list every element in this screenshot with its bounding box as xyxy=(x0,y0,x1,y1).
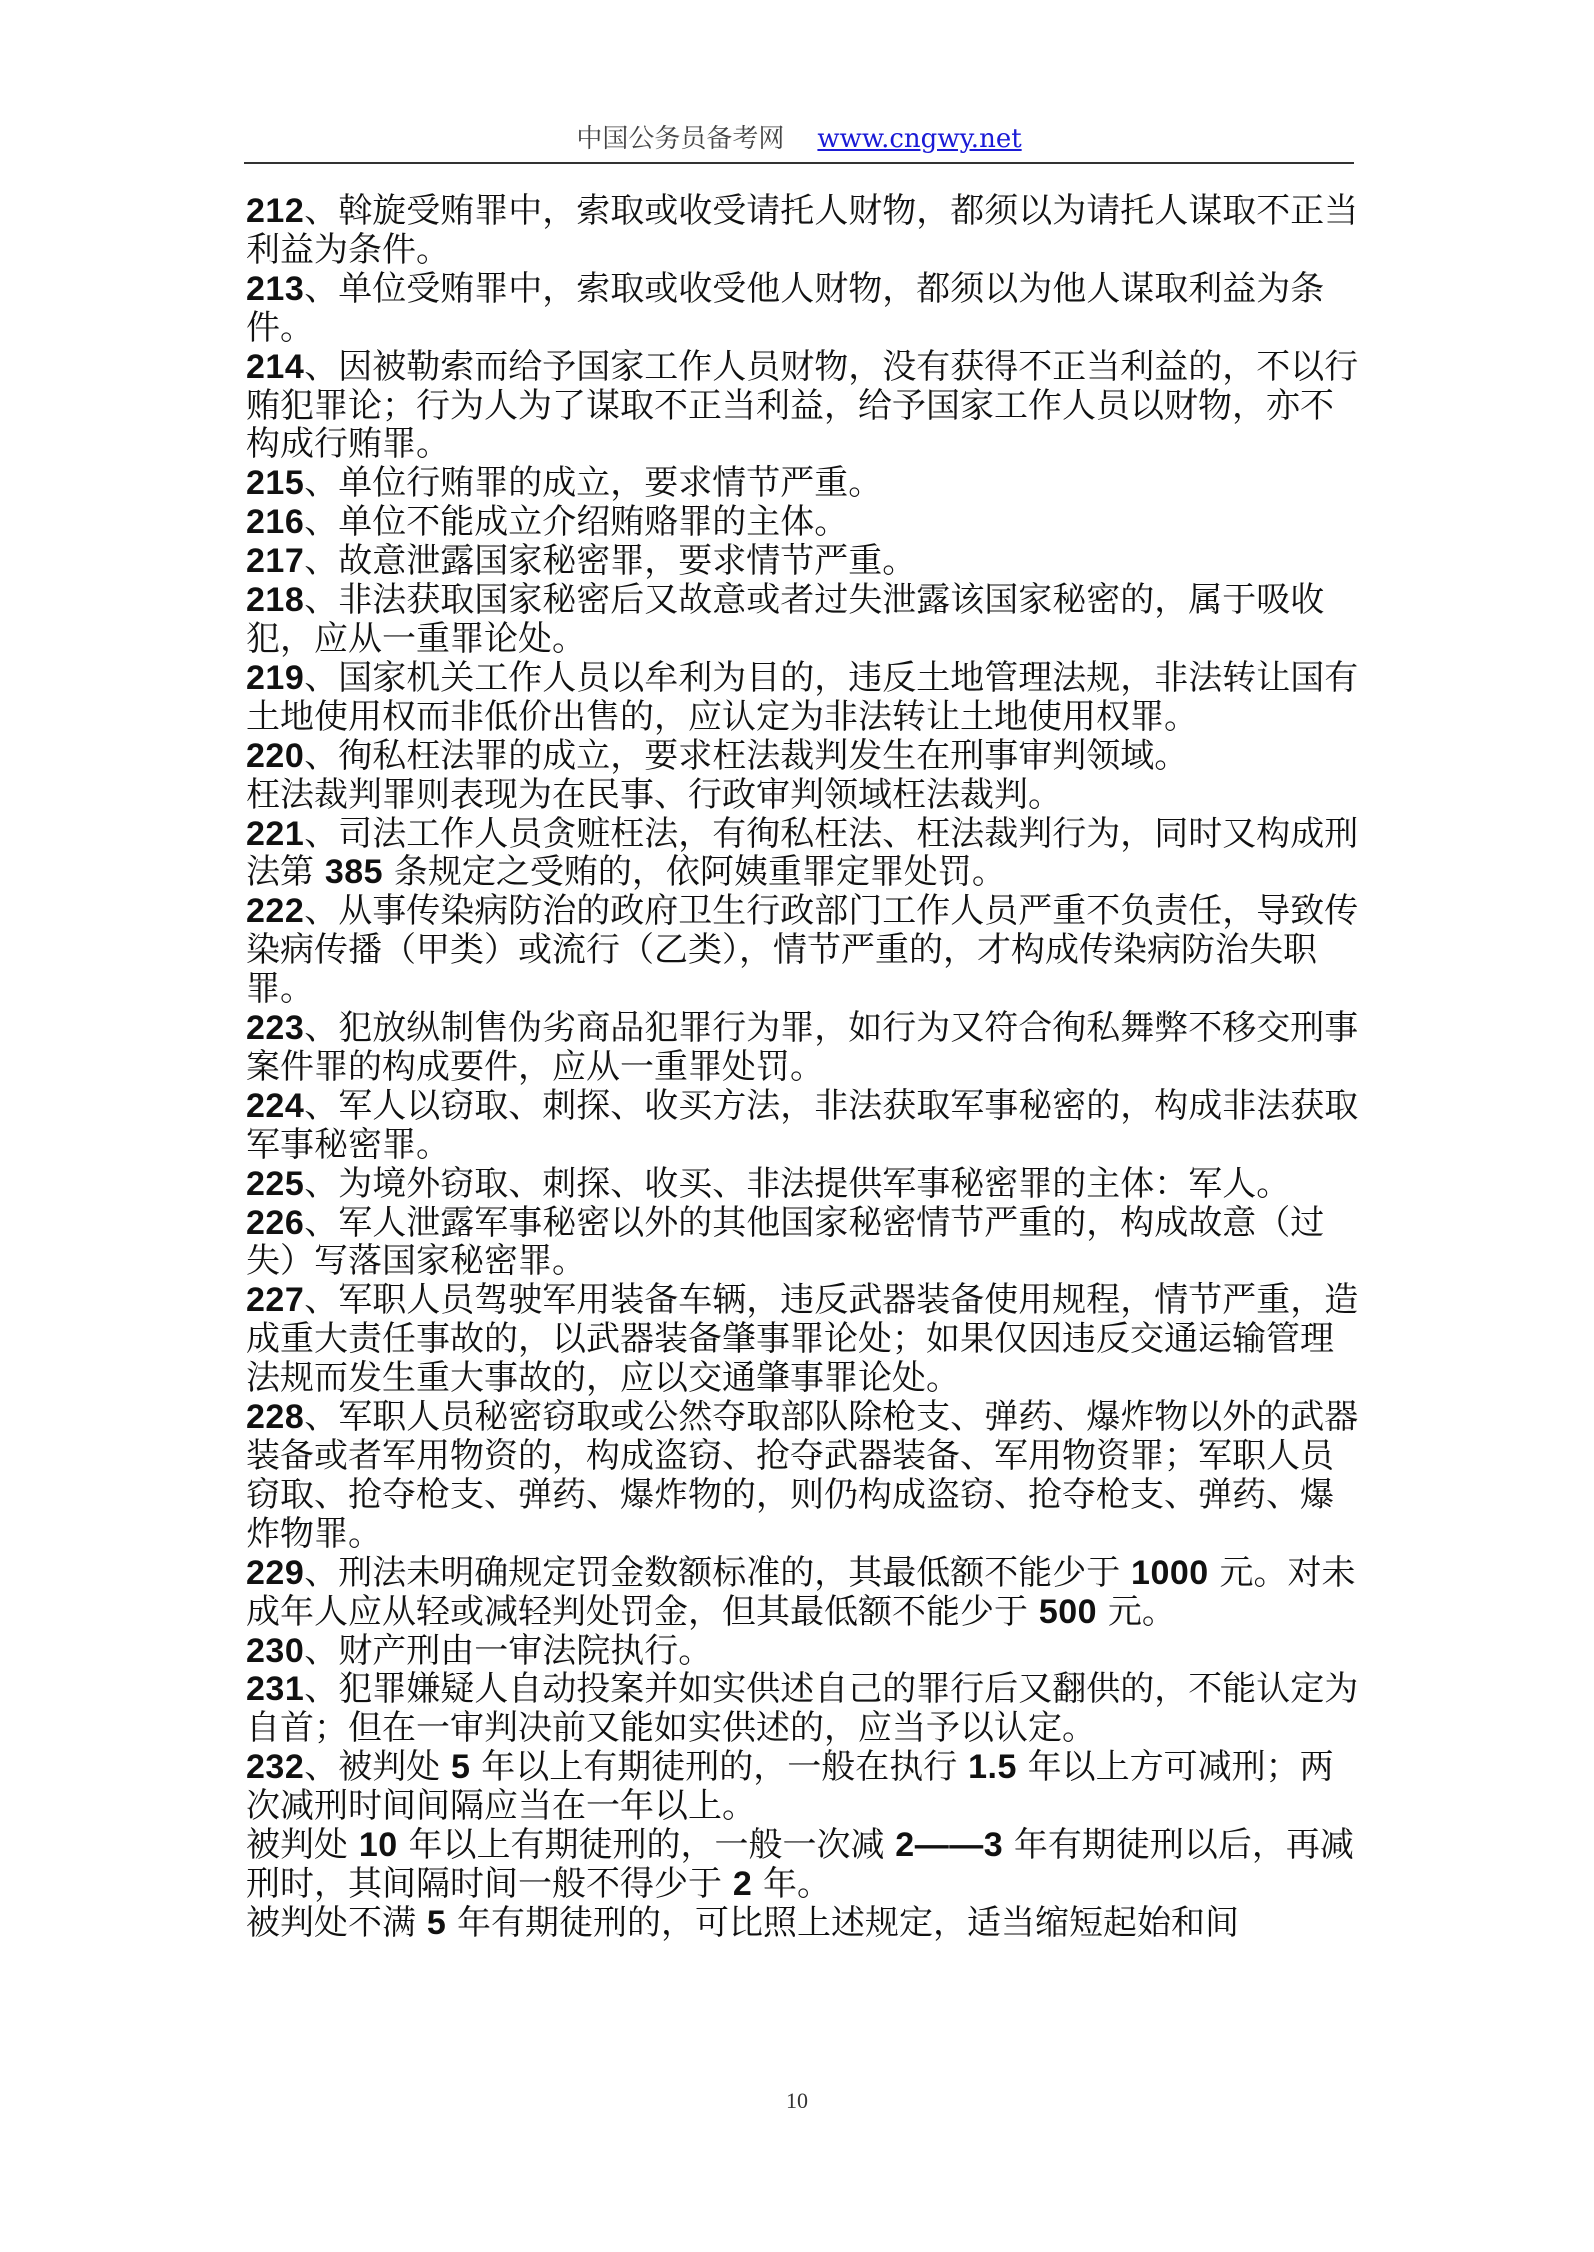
paragraph-231: 231、犯罪嫌疑人自动投案并如实供述自己的罪行后又翻供的，不能认定为自首；但在一审判决前又能如实供述的，应当予以认定。 xyxy=(246,1669,1359,1749)
header-divider xyxy=(244,162,1354,164)
paragraph-226: 226、军人泄露军事秘密以外的其他国家秘密情节严重的，构成故意（过失）写落国家秘密罪。 xyxy=(246,1202,1325,1282)
paragraph-221: 221、司法工作人员贪赃枉法，有徇私枉法、枉法裁判行为，同时又构成刑法第 385 条规定之受贿的，依阿姨重罪定罪处罚。 xyxy=(246,813,1359,893)
paragraph-219: 219、国家机关工作人员以牟利为目的，违反土地管理法规，非法转让国有土地使用权而非低价出售的，应认定为非法转让土地使用权罪。 xyxy=(246,657,1359,737)
paragraph-225: 225、为境外窃取、刺探、收买、非法提供军事秘密罪的主体：军人。 xyxy=(246,1163,1291,1204)
paragraph-224: 224、军人以窃取、刺探、收买方法，非法获取军事秘密的，构成非法获取军事秘密罪。 xyxy=(246,1085,1359,1165)
paragraph-214: 214、因被勒索而给予国家工作人员财物，没有获得不正当利益的，不以行贿犯罪论；行为人为了谋取不正当利益，给予国家工作人员以财物，亦不构成行贿罪。 xyxy=(246,346,1359,465)
paragraph-213: 213、单位受贿罪中，索取或收受他人财物，都须以为他人谋取利益为条件。 xyxy=(246,268,1325,348)
paragraph-217: 217、故意泄露国家秘密罪，要求情节严重。 xyxy=(246,541,917,582)
paragraph-212: 212、斡旋受贿罪中，索取或收受请托人财物，都须以为请托人谋取不正当利益为条件。 xyxy=(246,191,1359,270)
paragraph-228: 228、军职人员秘密窃取或公然夺取部队除枪支、弹药、爆炸物以外的武器装备或者军用物资的，构成盗窃、抢夺武器装备、军用物资罪；军职人员窃取、抢夺枪支、弹药、爆炸物的，则仍构成盗窃、抢夺枪支、弹药、爆炸物罪。 xyxy=(246,1397,1359,1554)
paragraph-230: 230、财产刑由一审法院执行。 xyxy=(246,1630,713,1671)
page-number: 10 xyxy=(786,2088,808,2113)
paragraph-232-continued-b: 被判处不满 5 年有期徒刑的，可比照上述规定，适当缩短起始和间 xyxy=(246,1902,1240,1943)
site-name: 中国公务员备考网 xyxy=(576,124,785,154)
paragraph-223: 223、犯放纵制售伪劣商品犯罪行为罪，如行为又符合徇私舞弊不移交刑事案件罪的构成要件，应从一重罪处罚。 xyxy=(246,1008,1359,1087)
site-url-link[interactable]: www.cngwy.net xyxy=(817,124,1022,154)
paragraph-215: 215、单位行贿罪的成立，要求情节严重。 xyxy=(246,463,883,504)
paragraph-232: 232、被判处 5 年以上有期徒刑的，一般在执行 1.5 年以上方可减刑；两次减刑时间间隔应当在一年以上。 xyxy=(246,1747,1334,1827)
paragraph-222: 222、从事传染病防治的政府卫生行政部门工作人员严重不负责任，导致传染病传播（甲类）或流行（乙类），情节严重的，才构成传染病防治失职罪。 xyxy=(246,891,1359,1010)
paragraph-218: 218、非法获取国家秘密后又故意或者过失泄露该国家秘密的，属于吸收犯，应从一重罪论处。 xyxy=(246,580,1325,659)
paragraph-220-continued: 枉法裁判罪则表现为在民事、行政审判领域枉法裁判。 xyxy=(246,774,1062,815)
document-body xyxy=(246,192,1362,1943)
paragraph-232-continued-a: 被判处 10 年以上有期徒刑的，一般一次减 2——3 年有期徒刑以后，再减刑时，其间隔时间一般不得少于 2 年。 xyxy=(246,1825,1354,1904)
paragraph-216: 216、单位不能成立介绍贿赂罪的主体。 xyxy=(246,502,849,543)
paragraph-227: 227、军职人员驾驶军用装备车辆，违反武器装备使用规程，情节严重，造成重大责任事故的，以武器装备肇事罪论处；如果仅因违反交通运输管理法规而发生重大事故的，应以交通肇事罪论处。 xyxy=(246,1280,1359,1399)
paragraph-220: 220、徇私枉法罪的成立，要求枉法裁判发生在刑事审判领域。 xyxy=(246,735,1189,776)
paragraph-229: 229、刑法未明确规定罚金数额标准的，其最低额不能少于 1000 元。对未成年人应从轻或减轻判处罚金，但其最低额不能少于 500 元。 xyxy=(246,1552,1356,1632)
page-header xyxy=(244,118,1354,155)
